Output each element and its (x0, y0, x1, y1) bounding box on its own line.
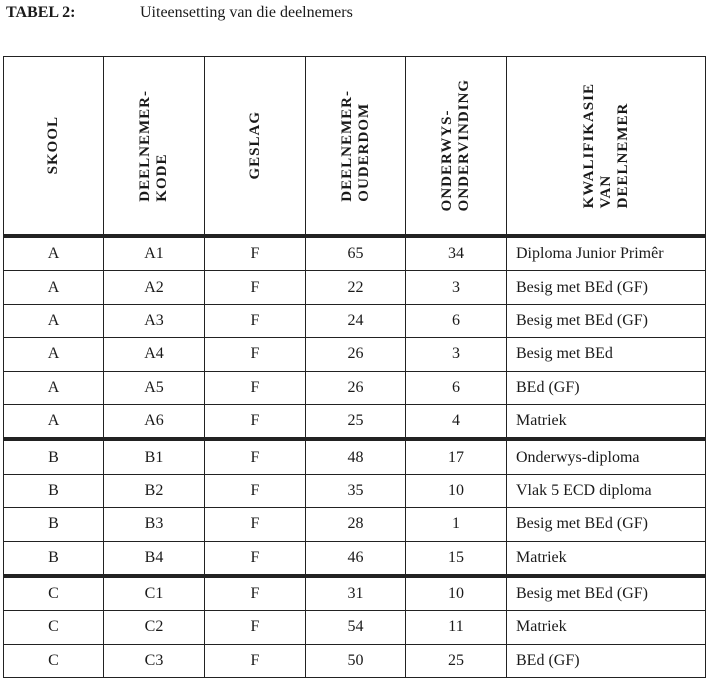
cell-age: 24 (306, 304, 406, 337)
cell-school: B (4, 474, 104, 507)
cell-code: C3 (104, 644, 205, 677)
header-participant-age: DEELNEMER- OUDERDOM (306, 57, 406, 237)
cell-school: A (4, 236, 104, 271)
cell-school: A (4, 371, 104, 404)
table-row (4, 611, 706, 644)
cell-gender: F (205, 338, 306, 371)
cell-school: B (4, 541, 104, 576)
table-row (4, 271, 706, 304)
cell-qualification: Matriek (507, 404, 706, 439)
cell-age: 28 (306, 508, 406, 541)
cell-age: 50 (306, 644, 406, 677)
cell-qualification: Besig met BEd (GF) (507, 304, 706, 337)
cell-age: 25 (306, 404, 406, 439)
table-row (4, 338, 706, 371)
cell-experience: 25 (406, 644, 507, 677)
cell-age: 54 (306, 611, 406, 644)
cell-experience: 4 (406, 404, 507, 439)
table-row (4, 404, 706, 439)
cell-gender: F (205, 236, 306, 271)
cell-age: 35 (306, 474, 406, 507)
header-school: SKOOL (4, 57, 104, 237)
table-row (4, 371, 706, 404)
cell-experience: 6 (406, 371, 507, 404)
header-gender: GESLAG (205, 57, 306, 237)
cell-age: 65 (306, 236, 406, 271)
cell-gender: F (205, 474, 306, 507)
cell-qualification: Diploma Junior Primêr (507, 236, 706, 271)
table-row (4, 644, 706, 677)
cell-code: B1 (104, 439, 205, 474)
header-teaching-experience: ONDERWYS- ONDERVINDING (406, 57, 507, 237)
cell-experience: 15 (406, 541, 507, 576)
cell-qualification: Besig met BEd (507, 338, 706, 371)
cell-age: 26 (306, 371, 406, 404)
cell-gender: F (205, 508, 306, 541)
cell-experience: 1 (406, 508, 507, 541)
cell-qualification: Onderwys-diploma (507, 439, 706, 474)
header-participant-code: DEELNEMER- KODE (104, 57, 205, 237)
cell-experience: 10 (406, 576, 507, 611)
cell-code: B2 (104, 474, 205, 507)
cell-experience: 3 (406, 271, 507, 304)
cell-code: A2 (104, 271, 205, 304)
cell-code: A6 (104, 404, 205, 439)
cell-school: A (4, 304, 104, 337)
table-row (4, 439, 706, 474)
cell-experience: 34 (406, 236, 507, 271)
cell-gender: F (205, 404, 306, 439)
cell-experience: 11 (406, 611, 507, 644)
table-caption (6, 4, 353, 22)
table-row (4, 541, 706, 576)
cell-gender: F (205, 439, 306, 474)
cell-qualification: Besig met BEd (GF) (507, 576, 706, 611)
cell-experience: 6 (406, 304, 507, 337)
cell-qualification: Besig met BEd (GF) (507, 508, 706, 541)
cell-code: B3 (104, 508, 205, 541)
cell-school: C (4, 576, 104, 611)
cell-code: C1 (104, 576, 205, 611)
table-row (4, 508, 706, 541)
table-label: TABEL 2: (6, 4, 76, 21)
cell-qualification: Matriek (507, 611, 706, 644)
cell-code: B4 (104, 541, 205, 576)
table-row (4, 576, 706, 611)
cell-gender: F (205, 271, 306, 304)
cell-school: B (4, 508, 104, 541)
cell-school: C (4, 644, 104, 677)
cell-gender: F (205, 611, 306, 644)
cell-age: 26 (306, 338, 406, 371)
cell-school: A (4, 271, 104, 304)
cell-qualification: BEd (GF) (507, 371, 706, 404)
cell-code: C2 (104, 611, 205, 644)
table-row (4, 304, 706, 337)
cell-experience: 17 (406, 439, 507, 474)
cell-age: 31 (306, 576, 406, 611)
cell-age: 48 (306, 439, 406, 474)
cell-code: A5 (104, 371, 205, 404)
cell-qualification: Besig met BEd (GF) (507, 271, 706, 304)
cell-gender: F (205, 304, 306, 337)
cell-school: A (4, 338, 104, 371)
cell-qualification: Matriek (507, 541, 706, 576)
cell-code: A4 (104, 338, 205, 371)
cell-age: 46 (306, 541, 406, 576)
table-row (4, 474, 706, 507)
participants-table (3, 56, 706, 678)
cell-gender: F (205, 644, 306, 677)
table-row (4, 236, 706, 271)
header-qualification: KWALIFIKASIE VAN DEELNEMER (507, 57, 706, 237)
cell-school: C (4, 611, 104, 644)
cell-qualification: BEd (GF) (507, 644, 706, 677)
cell-experience: 10 (406, 474, 507, 507)
cell-school: B (4, 439, 104, 474)
cell-gender: F (205, 541, 306, 576)
cell-code: A3 (104, 304, 205, 337)
cell-code: A1 (104, 236, 205, 271)
cell-experience: 3 (406, 338, 507, 371)
cell-school: A (4, 404, 104, 439)
cell-qualification: Vlak 5 ECD diploma (507, 474, 706, 507)
table-title: Uiteensetting van die deelnemers (140, 4, 353, 21)
cell-gender: F (205, 576, 306, 611)
cell-gender: F (205, 371, 306, 404)
header-row (4, 57, 706, 237)
cell-age: 22 (306, 271, 406, 304)
